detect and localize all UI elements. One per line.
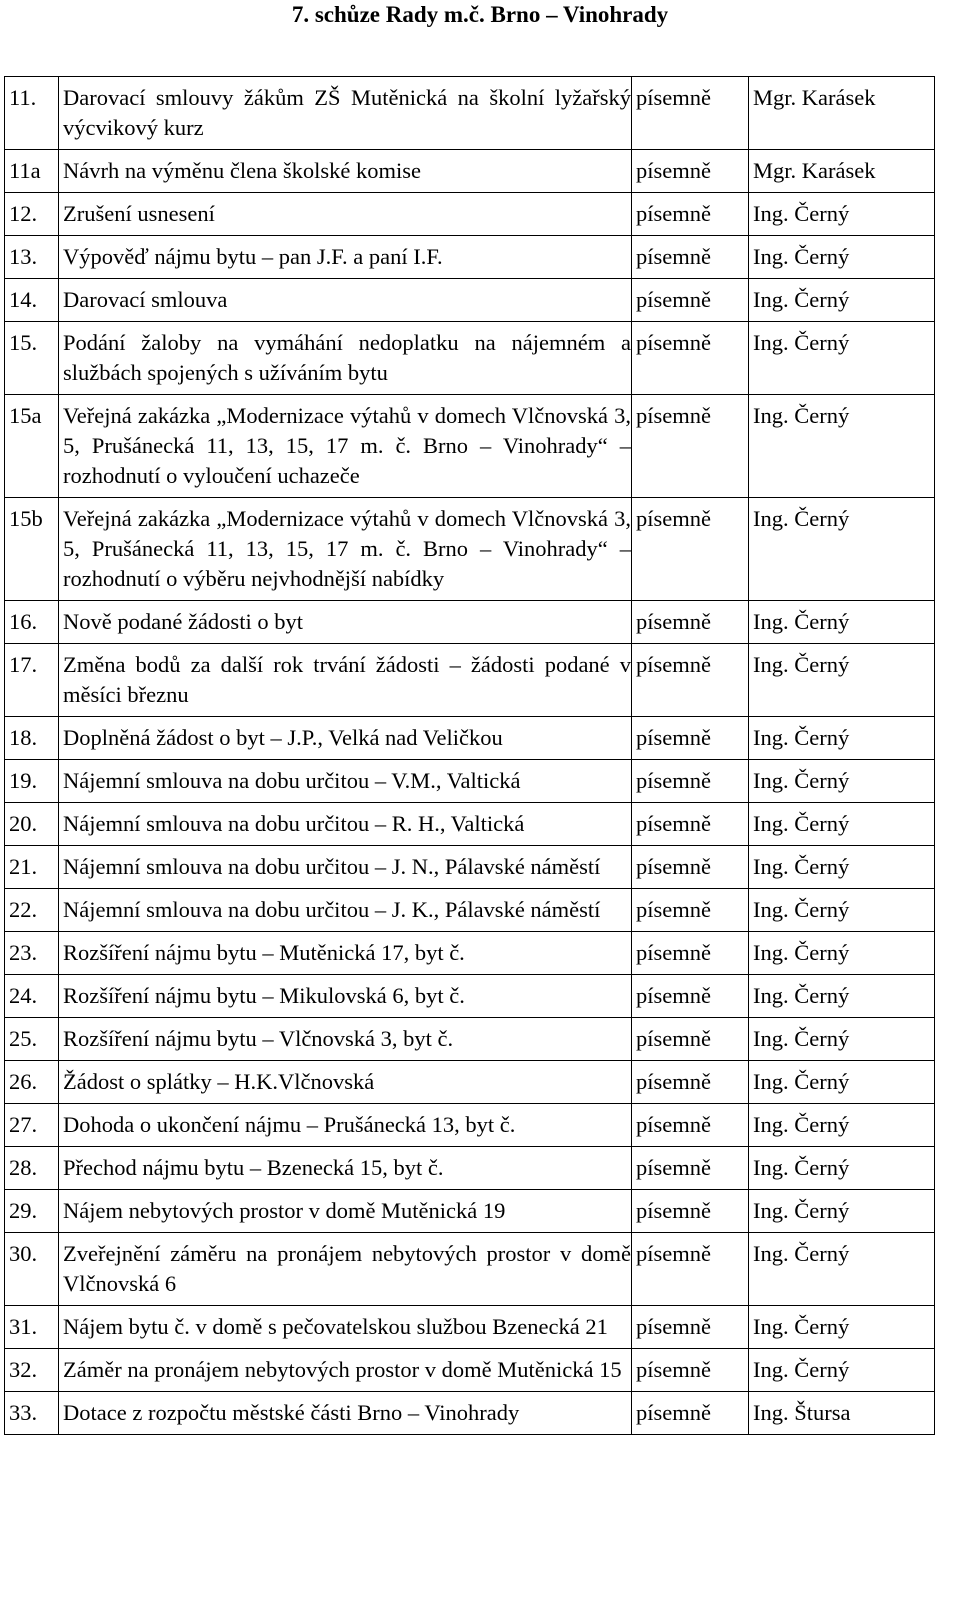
agenda-item-subject: Návrh na výměnu člena školské komise <box>59 150 632 193</box>
agenda-row <box>5 1306 935 1349</box>
agenda-item-form: písemně <box>632 803 749 846</box>
agenda-row <box>5 1233 935 1306</box>
agenda-item-form: písemně <box>632 717 749 760</box>
agenda-item-presenter: Ing. Černý <box>749 717 935 760</box>
agenda-item-number: 30. <box>5 1233 59 1306</box>
agenda-item-presenter: Ing. Černý <box>749 498 935 601</box>
agenda-item-presenter: Ing. Černý <box>749 322 935 395</box>
agenda-item-number: 15a <box>5 395 59 498</box>
agenda-item-form: písemně <box>632 1349 749 1392</box>
agenda-item-presenter: Ing. Černý <box>749 193 935 236</box>
agenda-item-number: 13. <box>5 236 59 279</box>
agenda-row <box>5 1392 935 1435</box>
agenda-item-presenter: Ing. Černý <box>749 975 935 1018</box>
agenda-item-subject: Záměr na pronájem nebytových prostor v domě Mutěnická 15 <box>59 1349 632 1392</box>
agenda-item-form: písemně <box>632 975 749 1018</box>
agenda-item-form: písemně <box>632 1190 749 1233</box>
agenda-item-form: písemně <box>632 1392 749 1435</box>
agenda-item-presenter: Ing. Černý <box>749 395 935 498</box>
agenda-item-presenter: Ing. Černý <box>749 846 935 889</box>
agenda-item-number: 18. <box>5 717 59 760</box>
agenda-row <box>5 1190 935 1233</box>
agenda-item-subject: Výpověď nájmu bytu – pan J.F. a paní I.F. <box>59 236 632 279</box>
agenda-row <box>5 803 935 846</box>
agenda-table <box>4 76 935 1435</box>
agenda-item-subject: Dotace z rozpočtu městské části Brno – Vinohrady <box>59 1392 632 1435</box>
agenda-item-form: písemně <box>632 77 749 150</box>
agenda-item-presenter: Ing. Černý <box>749 644 935 717</box>
agenda-row <box>5 150 935 193</box>
agenda-item-form: písemně <box>632 846 749 889</box>
agenda-item-subject: Přechod nájmu bytu – Bzenecká 15, byt č. <box>59 1147 632 1190</box>
agenda-item-subject: Nově podané žádosti o byt <box>59 601 632 644</box>
agenda-item-subject: Nájemní smlouva na dobu určitou – J. K., Pálavské náměstí <box>59 889 632 932</box>
agenda-item-number: 16. <box>5 601 59 644</box>
agenda-item-presenter: Ing. Černý <box>749 1147 935 1190</box>
agenda-item-subject: Nájemní smlouva na dobu určitou – J. N., Pálavské náměstí <box>59 846 632 889</box>
agenda-item-presenter: Mgr. Karásek <box>749 150 935 193</box>
agenda-row <box>5 1061 935 1104</box>
agenda-item-form: písemně <box>632 1018 749 1061</box>
agenda-row <box>5 760 935 803</box>
agenda-item-presenter: Ing. Černý <box>749 760 935 803</box>
agenda-item-number: 11. <box>5 77 59 150</box>
agenda-item-subject: Podání žaloby na vymáhání nedoplatku na nájemném a službách spojených s užíváním bytu <box>59 322 632 395</box>
agenda-item-subject: Žádost o splátky – H.K.Vlčnovská <box>59 1061 632 1104</box>
agenda-item-number: 28. <box>5 1147 59 1190</box>
agenda-item-number: 12. <box>5 193 59 236</box>
agenda-item-number: 14. <box>5 279 59 322</box>
agenda-item-number: 17. <box>5 644 59 717</box>
agenda-row <box>5 889 935 932</box>
agenda-item-presenter: Mgr. Karásek <box>749 77 935 150</box>
agenda-item-presenter: Ing. Černý <box>749 932 935 975</box>
agenda-item-subject: Zveřejnění záměru na pronájem nebytových prostor v domě Vlčnovská 6 <box>59 1233 632 1306</box>
agenda-item-form: písemně <box>632 322 749 395</box>
agenda-row <box>5 644 935 717</box>
agenda-row <box>5 846 935 889</box>
agenda-item-subject: Změna bodů za další rok trvání žádosti – žádosti podané v měsíci březnu <box>59 644 632 717</box>
agenda-row <box>5 1018 935 1061</box>
agenda-item-subject: Dohoda o ukončení nájmu – Prušánecká 13, byt č. <box>59 1104 632 1147</box>
agenda-item-form: písemně <box>632 889 749 932</box>
agenda-item-subject: Nájem bytu č. v domě s pečovatelskou službou Bzenecká 21 <box>59 1306 632 1349</box>
agenda-body <box>5 77 935 1435</box>
agenda-item-number: 15b <box>5 498 59 601</box>
agenda-item-subject: Rozšíření nájmu bytu – Mikulovská 6, byt č. <box>59 975 632 1018</box>
agenda-item-form: písemně <box>632 932 749 975</box>
agenda-row <box>5 601 935 644</box>
agenda-row <box>5 975 935 1018</box>
agenda-item-number: 11a <box>5 150 59 193</box>
agenda-item-presenter: Ing. Černý <box>749 1190 935 1233</box>
agenda-item-form: písemně <box>632 395 749 498</box>
agenda-item-number: 22. <box>5 889 59 932</box>
agenda-item-form: písemně <box>632 1306 749 1349</box>
agenda-item-subject: Darovací smlouva <box>59 279 632 322</box>
agenda-item-presenter: Ing. Černý <box>749 1349 935 1392</box>
agenda-item-number: 33. <box>5 1392 59 1435</box>
agenda-item-subject: Nájem nebytových prostor v domě Mutěnická 19 <box>59 1190 632 1233</box>
agenda-item-presenter: Ing. Černý <box>749 601 935 644</box>
agenda-item-subject: Nájemní smlouva na dobu určitou – V.M., Valtická <box>59 760 632 803</box>
agenda-item-presenter: Ing. Štursa <box>749 1392 935 1435</box>
agenda-item-form: písemně <box>632 1104 749 1147</box>
agenda-row <box>5 717 935 760</box>
agenda-row <box>5 932 935 975</box>
agenda-item-presenter: Ing. Černý <box>749 1018 935 1061</box>
agenda-item-number: 27. <box>5 1104 59 1147</box>
agenda-item-presenter: Ing. Černý <box>749 1104 935 1147</box>
agenda-item-subject: Rozšíření nájmu bytu – Mutěnická 17, byt č. <box>59 932 632 975</box>
agenda-item-subject: Veřejná zakázka „Modernizace výtahů v domech Vlčnovská 3, 5, Prušánecká 11, 13, 15, 17 m. č. Brno – Vinohrady“ – rozhodnutí o vyloučení uchazeče <box>59 395 632 498</box>
document-title: 7. schůze Rady m.č. Brno – Vinohrady <box>291 2 669 27</box>
agenda-item-presenter: Ing. Černý <box>749 279 935 322</box>
agenda-item-form: písemně <box>632 150 749 193</box>
agenda-item-number: 21. <box>5 846 59 889</box>
agenda-item-number: 29. <box>5 1190 59 1233</box>
agenda-row <box>5 498 935 601</box>
agenda-item-number: 31. <box>5 1306 59 1349</box>
agenda-item-presenter: Ing. Černý <box>749 1233 935 1306</box>
agenda-item-form: písemně <box>632 644 749 717</box>
agenda-item-number: 26. <box>5 1061 59 1104</box>
agenda-row <box>5 279 935 322</box>
agenda-item-presenter: Ing. Černý <box>749 236 935 279</box>
agenda-row <box>5 1104 935 1147</box>
agenda-item-number: 32. <box>5 1349 59 1392</box>
agenda-row <box>5 1349 935 1392</box>
agenda-row <box>5 193 935 236</box>
agenda-item-form: písemně <box>632 498 749 601</box>
agenda-item-number: 20. <box>5 803 59 846</box>
agenda-item-form: písemně <box>632 601 749 644</box>
agenda-row <box>5 1147 935 1190</box>
agenda-row <box>5 395 935 498</box>
agenda-item-subject: Zrušení usnesení <box>59 193 632 236</box>
agenda-item-number: 23. <box>5 932 59 975</box>
agenda-item-number: 24. <box>5 975 59 1018</box>
agenda-item-form: písemně <box>632 1061 749 1104</box>
agenda-item-form: písemně <box>632 279 749 322</box>
agenda-item-number: 25. <box>5 1018 59 1061</box>
agenda-row <box>5 77 935 150</box>
agenda-item-subject: Nájemní smlouva na dobu určitou – R. H., Valtická <box>59 803 632 846</box>
agenda-item-subject: Veřejná zakázka „Modernizace výtahů v domech Vlčnovská 3, 5, Prušánecká 11, 13, 15, 17 m. č. Brno – Vinohrady“ – rozhodnutí o výběru nejvhodnější nabídky <box>59 498 632 601</box>
agenda-item-subject: Darovací smlouvy žákům ZŠ Mutěnická na školní lyžařský výcvikový kurz <box>59 77 632 150</box>
agenda-item-form: písemně <box>632 193 749 236</box>
agenda-item-form: písemně <box>632 1233 749 1306</box>
agenda-item-number: 15. <box>5 322 59 395</box>
agenda-item-presenter: Ing. Černý <box>749 1061 935 1104</box>
agenda-item-form: písemně <box>632 236 749 279</box>
agenda-item-number: 19. <box>5 760 59 803</box>
agenda-row <box>5 322 935 395</box>
agenda-item-presenter: Ing. Černý <box>749 1306 935 1349</box>
agenda-item-presenter: Ing. Černý <box>749 889 935 932</box>
agenda-item-subject: Doplněná žádost o byt – J.P., Velká nad Veličkou <box>59 717 632 760</box>
agenda-item-form: písemně <box>632 1147 749 1190</box>
agenda-item-subject: Rozšíření nájmu bytu – Vlčnovská 3, byt č. <box>59 1018 632 1061</box>
agenda-row <box>5 236 935 279</box>
agenda-item-form: písemně <box>632 760 749 803</box>
agenda-item-presenter: Ing. Černý <box>749 803 935 846</box>
